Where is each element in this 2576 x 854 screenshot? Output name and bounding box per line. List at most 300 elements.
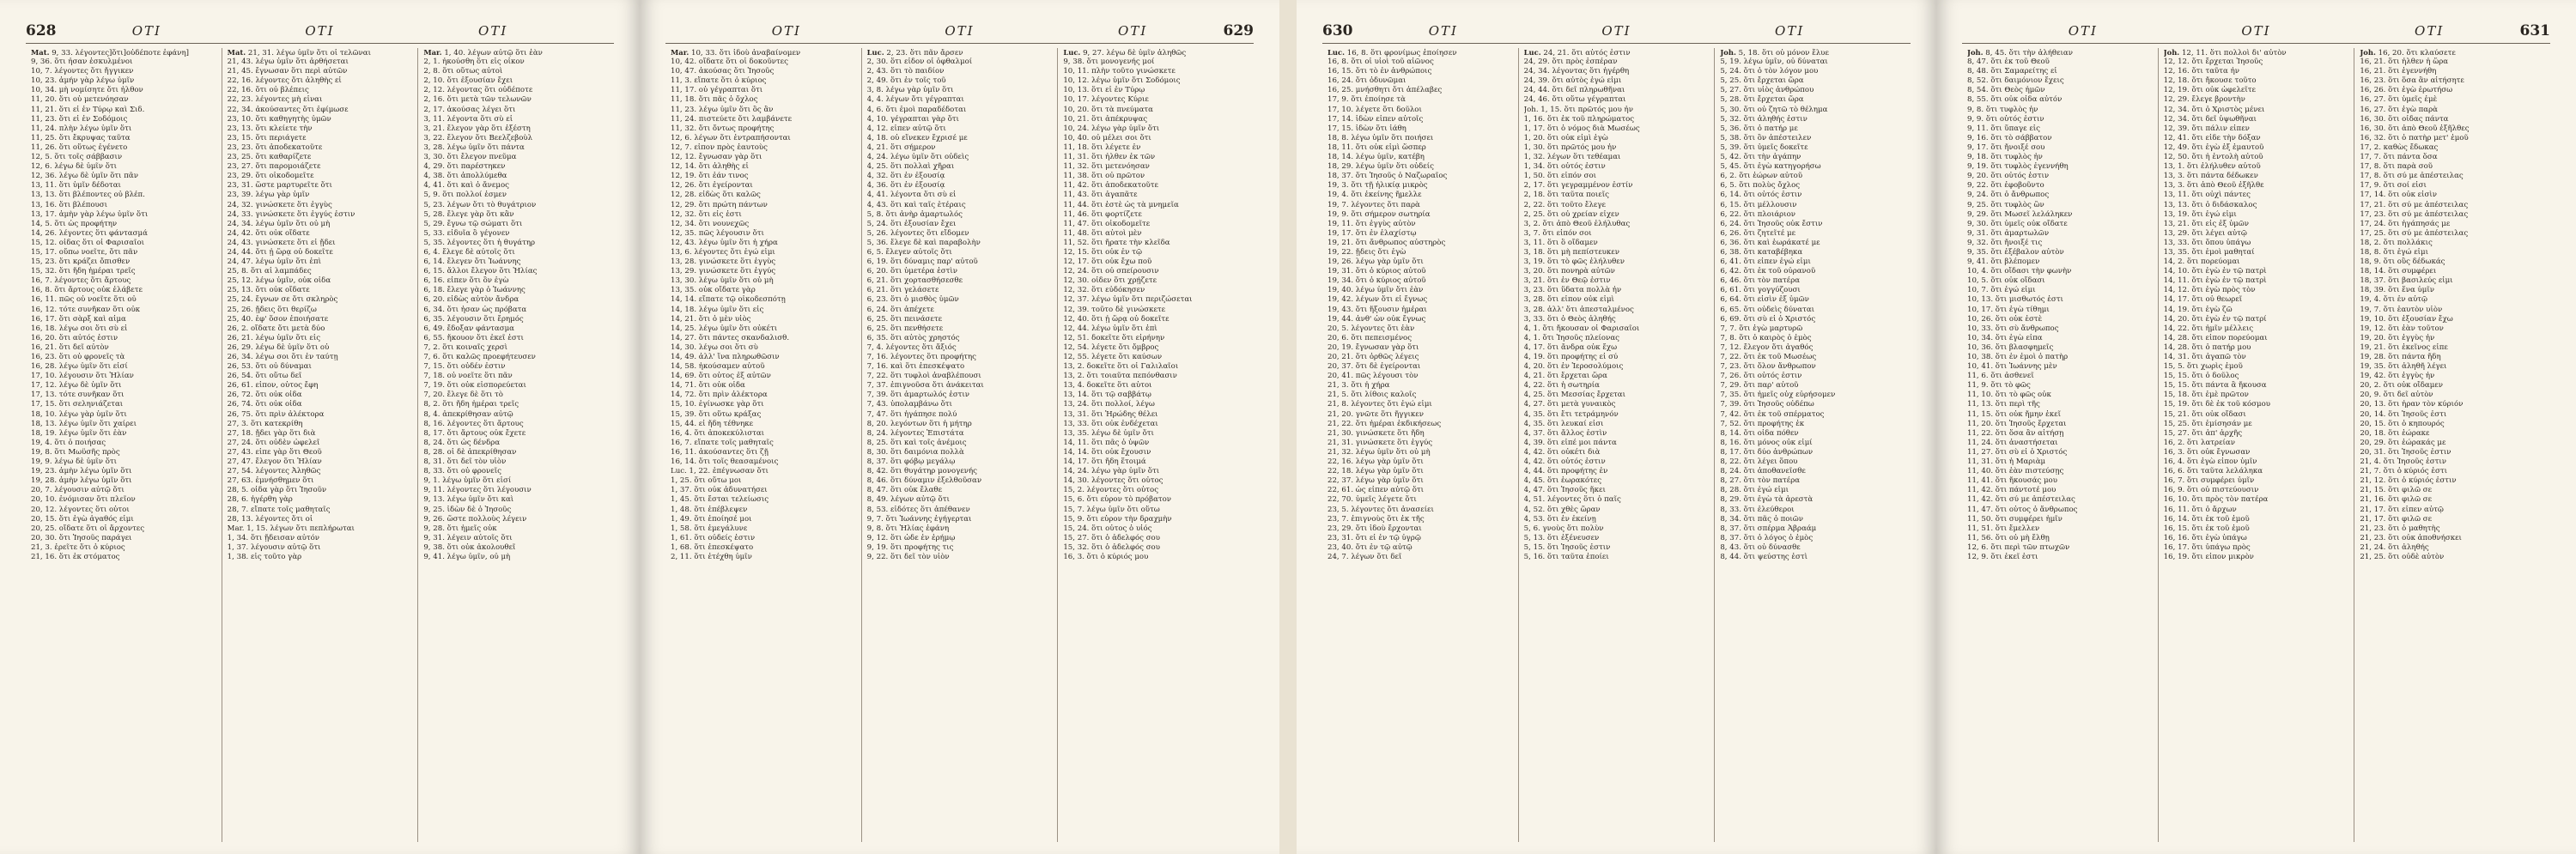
entry-text: 26, 21. λέγω ὑμῖν ὅτι εἷς [227,333,321,342]
concordance-entry [1327,48,1513,58]
page-header [665,22,1254,41]
concordance-entry [31,391,216,400]
entry-text: 7, 39. ὅτι Ἰησοῦς οὐδέπω [1720,400,1814,409]
concordance-entry [2164,153,2349,162]
entry-text: 4, 10. γέγραπται γὰρ ὅτι [866,114,959,124]
concordance-entry [2164,134,2349,143]
entry-text: 6, 61. ὅτι γογγύζουσι [1720,286,1801,295]
entry-text: 16, 14. ὅτι τοῖς θεασαμένοις [671,457,779,467]
concordance-entry [2360,239,2545,248]
concordance-entry [228,400,413,409]
book-abbreviation: Luc. [1063,48,1081,57]
entry-text: 7, 26. ὅτι οὗτός ἐστιν [1720,372,1802,381]
entry-text: 8, 30. ὅτι δαιμόνια πολλὰ [866,447,964,457]
concordance-entry [1063,143,1249,153]
concordance-entry [31,162,216,172]
concordance-entry [1524,343,1710,353]
entry-text: 6, 46. ὅτι τὸν πατέρα [1720,276,1801,286]
entry-text: 5, 18. ὅτι οὐ μόνον ἔλυε [1738,49,1829,58]
concordance-entry [423,267,609,276]
entry-text: 8, 37. ὅτι φόβῳ μεγάλῳ [866,457,956,467]
entry-text: 17, 2. καθὼς ἔδωκας [2360,142,2439,152]
concordance-column [2354,48,2550,842]
entry-text: 8, 14. ὅτι οἶδα πόθεν [1720,428,1799,438]
concordance-entry [228,95,413,105]
concordance-entry [2360,248,2545,257]
entry-text: 16, 4. ὅτι ἀποκεκύλισται [671,428,765,438]
concordance-entry [671,257,856,267]
concordance-entry [31,295,216,305]
concordance-entry [2360,381,2545,391]
entry-text: 19, 4. ὅτι ἐκείνης ἤμελλε [1327,191,1422,200]
entry-text: 3, 28. λέγω ὑμῖν ὅτι πάντα [423,142,525,152]
concordance-entry [31,515,216,524]
entry-text: 18, 37. ὅτι βασιλεύς εἰμι [2360,276,2453,286]
concordance-entry [228,210,413,220]
concordance-entry [228,276,413,286]
entry-text: 2, 25. ὅτι οὐ χρείαν εἶχεν [1523,209,1619,219]
entry-text: 1, 32. λέγων ὅτι τεθέαμαι [1523,153,1621,162]
concordance-entry [867,553,1053,562]
concordance-entry [1967,343,2153,353]
entry-text: 19, 26. λέγω γὰρ ὑμῖν ὅτι [1327,257,1424,267]
concordance-entry [2360,420,2545,429]
concordance-entry [31,400,216,409]
concordance-entry [671,495,856,505]
entry-text: 8, 2. ὅτι ἤδη ἡμέραι τρεῖς [423,400,519,409]
concordance-entry [1327,543,1513,553]
concordance-entry [423,524,609,534]
concordance-entry [1327,295,1513,305]
concordance-entry [2164,506,2349,515]
concordance-entry [2360,267,2545,276]
entry-text: 6, 69. ὅτι σὺ εἶ ὁ Χριστός [1720,314,1816,324]
concordance-entry [1720,267,1905,276]
concordance-entry [1720,315,1905,324]
concordance-entry [867,67,1053,76]
concordance-entry [2164,362,2349,372]
concordance-entry [2164,286,2349,295]
entry-text: 16, 7. ὅτι συμφέρει ὑμῖν [2163,476,2255,486]
entry-text: 15, 44. εἰ ἤδη τέθνηκε [671,419,754,428]
concordance-entry [1524,239,1710,248]
entry-text: 14, 12. ὅτι ἐγὼ πρὸς τὸν [2163,286,2256,295]
concordance-entry [1063,276,1249,286]
entry-text: 16, 26. ὅτι ἐγὼ ἐρωτήσω [2360,86,2453,95]
concordance-entry [1327,86,1513,95]
entry-text: 12, 40. ὅτι ᾗ ὥρᾳ οὐ δοκεῖτε [1063,314,1170,324]
concordance-entry [2360,67,2545,76]
entry-text: 19, 10. ὅτι ἐξουσίαν ἔχω [2360,314,2453,324]
concordance-entry [2164,143,2349,153]
concordance-entry [671,372,856,381]
concordance-entry [1720,248,1905,257]
concordance-entry [1720,429,1905,439]
concordance-entry [423,476,609,486]
concordance-entry [1720,172,1905,181]
concordance-entry [1524,229,1710,239]
concordance-entry [1524,306,1710,315]
entry-text: 12, 34. ὅτι νουνεχῶς [671,219,750,228]
entry-text: 11, 21. ὅτι εἰ ἐν Τύρῳ καὶ Σιδ. [31,105,145,114]
entry-text: 2, 30. ὅτι εἶδον οἱ ὀφθαλμοί [866,58,973,67]
concordance-entry [31,229,216,239]
concordance-entry [1720,181,1905,191]
entry-text: Mar. 1, 15. λέγων ὅτι πεπλήρωται [227,524,355,533]
entry-text: 5, 35. λέγοντες ὅτι ἡ θυγάτηρ [423,238,536,247]
entry-text: 5, 6. γνοὺς ὅτι πολὺν [1523,524,1604,533]
entry-text: 6, 41. ὅτι εἶπεν ἐγώ εἰμι [1720,257,1811,267]
entry-text: 12, 16. ὅτι ταῦτα ἦν [2163,67,2239,76]
concordance-entry [228,172,413,181]
concordance-entry [867,239,1053,248]
concordance-entry [1063,306,1249,315]
concordance-entry [867,134,1053,143]
entry-text: 12, 30. οἶδεν ὅτι χρῄζετε [1063,276,1157,286]
concordance-entry [1327,210,1513,220]
entry-text: 17, 21. ὅτι σύ με ἀπέστειλας [2360,200,2469,209]
concordance-entry [1524,220,1710,229]
entry-text: 16, 20. ὅτι κλαύσετε [2378,49,2456,58]
concordance-entry [867,420,1053,429]
entry-text: 8, 31. ὅτι δεῖ τὸν υἱὸν [423,457,507,467]
entry-text: 16, 2. ὅτι λατρείαν [2163,438,2235,447]
book-gutter [1279,0,1297,854]
concordance-entry [867,191,1053,200]
concordance-entry [1327,476,1513,486]
concordance-entry [1524,534,1710,543]
entry-text: 16, 32. ὅτι ὁ πατὴρ μετ' ἐμοῦ [2360,133,2469,142]
concordance-entry [2360,48,2545,58]
entry-text: 8, 52. ὅτι δαιμόνιον ἔχεις [1967,76,2064,86]
entry-text: 18, 11. ὅτι οὐκ εἰμὶ ὥσπερ [1327,142,1426,152]
concordance-entry [228,286,413,295]
concordance-column [1518,48,1715,842]
entry-text: 9, 28. ὅτι ἡμεῖς οὐκ [423,524,497,533]
entry-text: 5, 19. λέγω ὑμῖν, οὐ δύναται [1720,58,1828,67]
concordance-entry [671,420,856,429]
entry-text: 17, 10. λέγουσιν ὅτι Ἠλίαν [31,372,134,381]
entry-text: 27, 47. ἔλεγον ὅτι Ἠλίαν [227,457,322,467]
concordance-entry [31,410,216,420]
entry-text: 14, 26. λέγοντες ὅτι φάντασμά [31,228,148,238]
entry-text: 11, 43. ὅτι ἀγαπᾶτε [1063,191,1138,200]
entry-text: 16, 7. λέγοντες ὅτι ἄρτους [31,276,131,286]
concordance-entry [1524,420,1710,429]
entry-text: 20, 13. ὅτι ἦραν τὸν κύριόν [2360,400,2464,409]
concordance-entry [1327,306,1513,315]
concordance-entry [423,95,609,105]
entry-text: 1, 16. ὅτι ἐκ τοῦ πληρώματος [1523,114,1635,124]
entry-text: 18, 19. λέγω ὑμῖν ὅτι ἐὰν [31,428,127,438]
entry-text: 17, 25. ὅτι σύ με ἀπέστειλας [2360,228,2469,238]
concordance-entry [1327,486,1513,495]
concordance-entry [1967,315,2153,324]
concordance-entry [1524,191,1710,200]
concordance-entry [228,429,413,439]
entry-text: 15, 15. ὅτι πάντα ἃ ἤκουσα [2163,381,2267,391]
entry-text: 4, 24. λέγω ὑμῖν ὅτι οὐδεὶς [866,153,969,162]
concordance-entry [1063,553,1249,562]
concordance-entry [671,306,856,315]
entry-text: 8, 33. ὅτι οὐ φρονεῖς [423,467,501,476]
entry-text: 1, 34. ὅτι οὗτός ἐστιν [1523,162,1606,172]
entry-text: 8, 22. ὅτι λέγει ὅπου [1720,457,1798,467]
concordance-entry [31,67,216,76]
concordance-entry [1524,106,1710,115]
concordance-entry [2360,201,2545,210]
running-head-word: ΟΤΙ [2415,23,2445,39]
concordance-entry [423,410,609,420]
entry-text: 16, 3. ὅτι οὐκ ἔγνωσαν [2163,447,2251,457]
concordance-entry [228,457,413,467]
concordance-entry [1063,343,1249,353]
concordance-entry [2360,115,2545,124]
concordance-entry [671,172,856,181]
concordance-entry [1967,553,2153,562]
concordance-entry [1524,506,1710,515]
entry-text: 2, 17. ἀκούσας λέγει ὅτι [423,105,516,114]
concordance-entry [671,58,856,67]
entry-text: 6, 14. ὅτι οὗτός ἐστιν [1720,191,1802,200]
concordance-entry [2164,457,2349,467]
entry-text: 21, 5. ὅτι λίθοις καλοῖς [1327,391,1417,400]
entry-text: 11, 42. ὅτι πάντοτέ μου [1967,486,2057,495]
concordance-entry [1524,295,1710,305]
concordance-entry [867,391,1053,400]
entry-text: 16, 14. ὅτι ἐκ τοῦ ἐμοῦ [2163,514,2250,524]
entry-text: 11, 6. ὅτι ἀσθενεῖ [1967,372,2034,381]
concordance-entry [31,457,216,467]
concordance-entry [1063,486,1249,495]
concordance-entry [423,191,609,200]
concordance-entry [1524,457,1710,467]
entry-text: 28, 5. οἶδα γὰρ ὅτι Ἰησοῦν [227,486,327,495]
concordance-entry [423,295,609,305]
concordance-entry [867,457,1053,467]
book-abbreviation: Luc. [1523,48,1541,57]
entry-text: 18, 10. λέγω γὰρ ὑμῖν ὅτι [31,409,127,419]
entry-text: 14, 22. ὅτι ἡμῖν μέλλεις [2163,324,2254,333]
entry-text: 1, 30. ὅτι πρῶτός μου ἦν [1523,142,1617,152]
concordance-entry [1063,210,1249,220]
concordance-entry [867,534,1053,543]
concordance-entry [1967,143,2153,153]
book-abbreviation: Mat. [31,48,50,57]
entry-text: 4, 4. λέγων ὅτι γέγραπται [866,95,964,105]
entry-text: 19, 42. λέγων ὅτι εἰ ἔγνως [1327,295,1428,305]
concordance-entry [2360,153,2545,162]
concordance-entry [2164,372,2349,381]
entry-text: 11, 42. ὅτι σύ με ἀπέστειλας [1967,495,2075,505]
entry-text: 12, 55. λέγετε ὅτι καύσων [1063,353,1163,361]
entry-text: 6, 14. ἔλεγεν ὅτι Ἰωάννης [423,257,521,267]
entry-text: 15, 17. οὔπω νοεῖτε, ὅτι πᾶν [31,247,138,257]
entry-text: 14, 17. ὅτι οὐ θεωρεῖ [2163,295,2243,305]
running-head-word: ΟΤΙ [1601,23,1631,39]
concordance-entry [1967,543,2153,553]
concordance-entry [423,315,609,324]
concordance-entry [671,506,856,515]
concordance-entry [1720,534,1905,543]
entry-text: 19, 28. ἀμὴν λέγω ὑμῖν ὅτι [31,476,132,486]
concordance-column [417,48,614,842]
entry-text: 4, 51. λέγοντες ὅτι ὁ παῖς [1523,495,1621,505]
entry-text: 10, 34. μὴ νομίσητε ὅτι ἦλθον [31,86,143,95]
entry-text: 18, 8. ὅτι ἐγώ εἰμι [2360,247,2428,257]
concordance-entry [423,210,609,220]
concordance-entry [1524,400,1710,409]
entry-text: 11, 24. ὅτι ἀναστήσεται [1967,438,2058,447]
entry-text: 15, 9. ὅτι εὗρον τὴν δραχμὴν [1063,514,1172,524]
entry-text: 9, 25. ὅτι τυφλὸς ὢν [1967,200,2044,209]
concordance-entry [1967,381,2153,391]
entry-text: 4, 22. ὅτι ἡ σωτηρία [1523,381,1600,391]
concordance-entry [2164,515,2349,524]
concordance-entry [1720,286,1905,295]
concordance-entry [867,162,1053,172]
entry-text: 12, 49. ὅτι ἐγὼ ἐξ ἐμαυτοῦ [2163,142,2264,152]
concordance-entry [228,420,413,429]
entry-text: 9, 30. ὅτι ὑμεῖς οὐκ οἴδατε [1967,219,2068,228]
concordance-entry [228,67,413,76]
running-head-word: ΟΤΙ [2241,23,2271,39]
entry-text: 6, 4. ἔλεγε δὲ αὐτοῖς ὅτι [423,247,515,257]
entry-text: 16, 30. ὅτι ἀπὸ Θεοῦ ἐξῆλθες [2360,124,2470,133]
entry-text: 8, 44. ὅτι ψεύστης ἐστὶ [1720,552,1808,561]
entry-text: 12, 12. ἔγνωσαν γὰρ ὅτι [671,153,762,162]
entry-text: 7, 20. ἔλεγε δὲ ὅτι τὸ [423,391,503,400]
entry-text: 27, 24. ὅτι οὐδὲν ὠφελεῖ [227,438,320,447]
entry-text: 10, 33. ὅτι ἰδοὺ ἀναβαίνομεν [691,49,801,58]
concordance-entry [1327,534,1513,543]
concordance-entry [228,248,413,257]
concordance-entry [1967,457,2153,467]
entry-text: 14, 24. λέγω γὰρ ὑμῖν ὅτι [1063,467,1160,476]
entry-text: 23, 29. ὅτι ἰδοὺ ἔρχονται [1327,524,1422,533]
concordance-entry [423,239,609,248]
entry-text: 8, 20. λεγόντων ὅτι ἡ μήτηρ [866,419,972,428]
entry-text: 4, 44. ὅτι προφήτης ἐν [1523,467,1608,476]
concordance-entry [671,286,856,295]
concordance-entry [31,476,216,486]
entry-text: 21, 8. λέγοντες ὅτι ἐγώ εἰμι [1327,400,1432,409]
concordance-entry [1524,257,1710,267]
entry-text: 11, 51. ὅτι ἔμελλεν [1967,524,2040,533]
entry-text: 13, 35. λέγω δὲ ὑμῖν ὅτι [1063,428,1154,438]
concordance-entry [1967,495,2153,505]
entry-text: 11, 31. ὅτι ἡ Μαριὰμ [1967,457,2046,467]
concordance-entry [1524,267,1710,276]
entry-text: 11, 44. ὅτι ἐστὲ ὡς τὰ μνημεῖα [1063,200,1179,209]
entry-text: 16, 15. ὅτι ἐκ τοῦ ἐμοῦ [2163,524,2250,533]
entry-text: 2, 8. ὅτι οὕτως αὐτοὶ [423,67,503,76]
entry-text: 11, 18. ὅτι πᾶς ὁ ὄχλος [671,95,758,105]
concordance-entry [1524,515,1710,524]
concordance-column [1962,48,2158,842]
concordance-entry [1967,76,2153,86]
concordance-entry [1327,153,1513,162]
entry-text: 3, 21. ὅτι ἐν Θεῷ ἐστιν [1523,276,1611,286]
entry-text: 21, 3. ἐρεῖτε ὅτι ὁ κύριος [31,542,125,552]
concordance-entry [228,324,413,334]
entry-text: 8, 34. ὅτι πᾶς ὁ ποιῶν [1720,514,1804,524]
entry-text: 13, 33. ὅτι οὐκ ἐνδέχεται [1063,419,1158,428]
page-header [1962,22,2550,41]
entry-text: 26, 61. εἶπον, οὗτος ἔφη [227,381,319,391]
entry-text: 2, 43. ὅτι τὸ παιδίον [866,67,945,76]
concordance-entry [1063,239,1249,248]
concordance-entry [1720,324,1905,334]
entry-text: 4, 37. ὅτι ἄλλος ἐστὶν [1523,428,1607,438]
concordance-entry [1327,410,1513,420]
entry-text: 10, 42. οἴδατε ὅτι οἱ δοκοῦντες [671,58,788,67]
concordance-entry [228,48,413,58]
entry-text: 20, 41. πῶς λέγουσι τὸν [1327,372,1419,381]
concordance-entry [1063,134,1249,143]
concordance-entry [1524,210,1710,220]
entry-text: 24, 7. λέγων ὅτι δεῖ [1327,552,1402,561]
entry-text: 6, 24. ὅτι ἀπέχετε [866,305,934,314]
concordance-entry [1327,324,1513,334]
concordance-entry [1063,324,1249,334]
entry-text: 6, 15. ἄλλοι ἔλεγον ὅτι Ἠλίας [423,267,538,276]
concordance-entry [1327,229,1513,239]
concordance-entry [1524,276,1710,286]
concordance-entry [1524,448,1710,457]
entry-text: 19, 42. ὅτι ἐγγὺς ἦν [2360,372,2435,381]
concordance-entry [423,353,609,362]
entry-text: 15, 15. ὅτι ὁ δοῦλος [2163,372,2239,381]
concordance-entry [1720,334,1905,343]
concordance-entry [31,553,216,562]
entry-text: 4, 20. ὅτι ἐν Ἱεροσολύμοις [1523,362,1624,372]
concordance-entry [228,439,413,448]
entry-text: 14, 30. λέγοντες ὅτι οὗτος [1063,476,1163,486]
entry-text: 13, 24. ὅτι πολλοί, λέγω [1063,400,1155,409]
entry-text: 6, 15. ὅτι μέλλουσιν [1720,200,1797,209]
entry-text: 23, 5. λέγοντες ὅτι ἀνασείει [1327,505,1434,514]
entry-text: 5, 24. ὅτι ἐξουσίαν ἔχει [866,219,957,228]
entry-text: 12, 37. λέγω ὑμῖν ὅτι περιζώσεται [1063,295,1193,305]
concordance-entry [867,267,1053,276]
concordance-entry [1524,248,1710,257]
concordance-entry [671,201,856,210]
concordance-entry [423,362,609,372]
entry-text: 26, 34. λέγω σοι ὅτι ἐν ταύτῃ [227,353,338,361]
concordance-entry [1063,476,1249,486]
concordance-entry [1524,353,1710,362]
entry-text: 1, 37. λέγουσιν αὐτῷ ὅτι [227,542,321,552]
entry-text: 21, 7. ὅτι ὁ κύριός ἐστι [2360,467,2447,476]
entry-text: 8, 16. ὅτι μόνος οὐκ εἰμί [1720,438,1813,447]
entry-text: 12, 28. εἰδὼς ὅτι καλῶς [671,191,761,200]
concordance-entry [1063,495,1249,505]
entry-text: 26, 75. ὅτι πρὶν ἀλέκτορα [227,409,325,419]
entry-text: 15, 24. ὅτι οὗτος ὁ υἱός [1063,524,1152,533]
entry-text: 12, 29. ἔλεγε βροντὴν [2163,95,2245,105]
concordance-entry [867,286,1053,295]
entry-text: 10, 36. ὅτι βλασφημεῖς [1967,342,2054,352]
concordance-entry [1327,257,1513,267]
concordance-entry [1720,86,1905,95]
concordance-entry [671,134,856,143]
concordance-entry [2360,543,2545,553]
concordance-entry [2360,524,2545,534]
concordance-entry [1967,153,2153,162]
entry-text: 4, 36. ὅτι ἐν ἐξουσίᾳ [866,181,945,191]
entry-text: 8, 17. ὅτι δύο ἀνθρώπων [1720,447,1814,457]
